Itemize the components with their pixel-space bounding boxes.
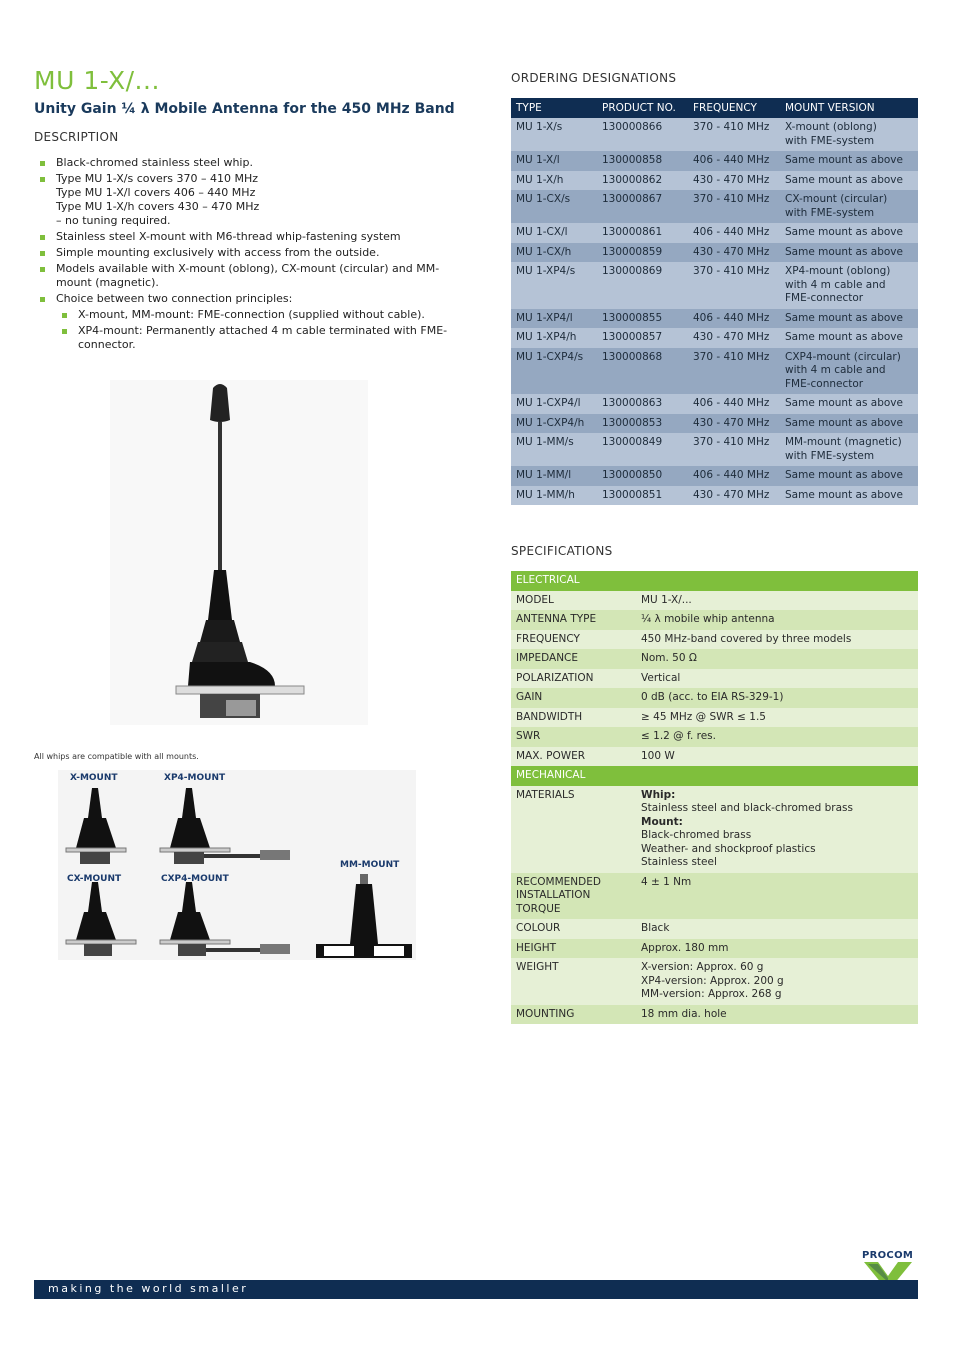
description-line: connector. [78,338,136,351]
label-cxp4-mount: CXP4-MOUNT [161,874,229,884]
mounts-figure [58,770,416,960]
ordering-row [511,118,918,151]
spec-row [511,919,918,939]
cell-line: MM-mount (magnetic) [785,436,902,448]
ordering-cell: MU 1-XP4/l [511,309,597,329]
cell-line: with FME-system [785,134,875,147]
materials-mount-label: Mount: [641,815,683,828]
spec-key: GAIN [511,688,636,708]
ordering-cell: 406 - 440 MHz [688,223,780,243]
electrical-header-label: ELECTRICAL [511,571,918,591]
ordering-row [511,433,918,466]
ordering-cell: MU 1-CX/s [511,190,597,223]
ordering-cell: Same mount as above [780,171,918,191]
cell-line: with 4 m cable and [785,364,886,376]
procom-logo-text: PROCOM [862,1250,914,1261]
spec-row [511,688,918,708]
ordering-row [511,466,918,486]
spec-row [511,939,918,959]
specifications-heading: SPECIFICATIONS [511,544,613,558]
col-type: TYPE [511,98,597,118]
footer-tagline: making the world smaller [48,1282,249,1295]
ordering-cell: MU 1-XP4/h [511,328,597,348]
ordering-cell: MU 1-MM/h [511,486,597,506]
specifications-table [511,571,918,1024]
ordering-row [511,243,918,263]
spec-key: FREQUENCY [511,630,636,650]
spec-value: 0 dB (acc. to EIA RS-329-1) [636,688,918,708]
ordering-row [511,223,918,243]
materials-line: Stainless steel and black-chromed brass [641,802,853,814]
spec-key: MOUNTING [511,1005,636,1025]
description-item [38,172,448,228]
spec-key: WEIGHT [511,958,636,1005]
description-line: Type MU 1-X/l covers 406 – 440 MHz [56,186,256,199]
ordering-cell: 130000857 [597,328,688,348]
description-line: mount (magnetic). [56,276,159,289]
spec-row [511,958,918,1005]
col-frequency: FREQUENCY [688,98,780,118]
label-x-mount: X-MOUNT [70,773,118,783]
description-item [38,230,448,244]
mechanical-header [511,766,918,786]
description-line: Models available with X-mount (oblong), CX-mount (circular) and MM- [56,262,440,275]
spec-row [511,1005,918,1025]
spec-row [511,727,918,747]
cell-line: with FME-system [785,206,875,219]
description-subitem [56,308,448,322]
ordering-cell: 130000850 [597,466,688,486]
ordering-cell: 406 - 440 MHz [688,309,780,329]
ordering-cell: 430 - 470 MHz [688,328,780,348]
cell-line: MM-version: Approx. 268 g [641,988,782,1000]
materials-line: Weather- and shockproof plastics [641,842,816,855]
cell-line: X-mount (oblong) [785,121,877,133]
ordering-cell [780,262,918,309]
ordering-cell: 130000867 [597,190,688,223]
ordering-cell: 130000858 [597,151,688,171]
spec-key: BANDWIDTH [511,708,636,728]
ordering-cell: MU 1-X/h [511,171,597,191]
ordering-cell: 130000866 [597,118,688,151]
ordering-cell: 130000855 [597,309,688,329]
electrical-header [511,571,918,591]
materials-line: Stainless steel [641,856,717,868]
ordering-cell: MU 1-X/l [511,151,597,171]
cell-line: XP4-version: Approx. 200 g [641,974,784,987]
ordering-cell: Same mount as above [780,151,918,171]
spec-row [511,669,918,689]
ordering-cell: 430 - 470 MHz [688,171,780,191]
ordering-cell: Same mount as above [780,414,918,434]
ordering-cell: 430 - 470 MHz [688,243,780,263]
cell-line: CX-mount (circular) [785,193,888,205]
description-line: Black-chromed stainless steel whip. [56,156,253,169]
spec-row-materials [511,786,918,873]
description-line: Type MU 1-X/h covers 430 – 470 MHz [56,200,260,213]
spec-row [511,747,918,767]
ordering-cell: 430 - 470 MHz [688,486,780,506]
ordering-cell: 130000853 [597,414,688,434]
ordering-cell [780,433,918,466]
ordering-cell: MU 1-X/s [511,118,597,151]
ordering-cell: MU 1-MM/s [511,433,597,466]
mechanical-header-label: MECHANICAL [511,766,918,786]
cell-line: FME-connector [785,292,864,304]
ordering-cell: 130000869 [597,262,688,309]
ordering-cell: 406 - 440 MHz [688,151,780,171]
page-subtitle: Unity Gain ¼ λ Mobile Antenna for the 450 MHz Band [34,101,455,117]
ordering-cell: 130000862 [597,171,688,191]
cell-line: CXP4-mount (circular) [785,350,901,363]
spec-value: ¼ λ mobile whip antenna [636,610,918,630]
materials-line: Black-chromed brass [641,829,752,841]
description-item [38,246,448,260]
cell-line: FME-connector [785,377,864,390]
ordering-cell [780,190,918,223]
ordering-row [511,394,918,414]
label-cx-mount: CX-MOUNT [67,874,122,884]
mounts-caption: All whips are compatible with all mounts. [34,752,199,761]
spec-key: IMPEDANCE [511,649,636,669]
description-heading: DESCRIPTION [34,130,119,144]
ordering-row [511,190,918,223]
ordering-cell: 370 - 410 MHz [688,262,780,309]
ordering-cell: MU 1-MM/l [511,466,597,486]
spec-value: Nom. 50 Ω [636,649,918,669]
ordering-cell: Same mount as above [780,486,918,506]
ordering-cell: MU 1-CXP4/h [511,414,597,434]
description-subitem [56,324,448,352]
spec-value: 450 MHz-band covered by three models [636,630,918,650]
spec-value: 100 W [636,747,918,767]
description-list [38,156,448,354]
ordering-cell: 130000868 [597,348,688,395]
spec-value: 4 ± 1 Nm [636,873,918,920]
ordering-row [511,348,918,395]
description-line: X-mount, MM-mount: FME-connection (supplied without cable). [78,308,425,321]
ordering-cell: MU 1-CX/h [511,243,597,263]
spec-row [511,591,918,611]
page-title: MU 1-X/... [34,66,160,95]
cell-line: INSTALLATION [516,889,591,901]
ordering-cell: 130000859 [597,243,688,263]
spec-value: MU 1-X/... [636,591,918,611]
description-line: Choice between two connection principles: [56,292,293,305]
description-item [38,292,448,352]
cell-line: X-version: Approx. 60 g [641,961,764,973]
ordering-cell: 130000851 [597,486,688,506]
ordering-cell: Same mount as above [780,328,918,348]
ordering-table [511,98,918,505]
ordering-cell: 430 - 470 MHz [688,414,780,434]
ordering-cell: MU 1-CXP4/s [511,348,597,395]
description-item [38,262,448,290]
ordering-cell: Same mount as above [780,466,918,486]
spec-value: ≤ 1.2 @ f. res. [636,727,918,747]
spec-key [511,873,636,920]
description-item [38,156,448,170]
description-line: Type MU 1-X/s covers 370 – 410 MHz [56,172,259,185]
spec-value: Vertical [636,669,918,689]
ordering-cell: MU 1-CX/l [511,223,597,243]
description-line: Stainless steel X-mount with M6-thread whip-fastening system [56,230,401,243]
spec-key: POLARIZATION [511,669,636,689]
ordering-cell: 130000849 [597,433,688,466]
ordering-heading: ORDERING DESIGNATIONS [511,71,677,85]
spec-row [511,873,918,920]
cell-line: with FME-system [785,449,875,462]
spec-key: MODEL [511,591,636,611]
cell-line: with 4 m cable and [785,278,886,291]
ordering-cell: 370 - 410 MHz [688,190,780,223]
description-line: – no tuning required. [56,214,171,227]
col-mount-version: MOUNT VERSION [780,98,918,118]
ordering-cell: MU 1-CXP4/l [511,394,597,414]
ordering-row [511,171,918,191]
spec-key: HEIGHT [511,939,636,959]
ordering-row [511,328,918,348]
spec-key: ANTENNA TYPE [511,610,636,630]
label-xp4-mount: XP4-MOUNT [164,773,226,783]
cell-line: XP4-mount (oblong) [785,265,891,277]
spec-row [511,708,918,728]
ordering-row [511,151,918,171]
description-sublist [56,308,448,352]
spec-key: MATERIALS [511,786,636,873]
spec-row [511,630,918,650]
spec-row [511,649,918,669]
ordering-cell [780,118,918,151]
ordering-cell [780,348,918,395]
col-product-no: PRODUCT NO. [597,98,688,118]
ordering-row [511,309,918,329]
ordering-cell: 406 - 440 MHz [688,466,780,486]
ordering-row [511,262,918,309]
ordering-cell: Same mount as above [780,223,918,243]
ordering-cell: Same mount as above [780,243,918,263]
spec-key: MAX. POWER [511,747,636,767]
spec-value: Black [636,919,918,939]
spec-key: COLOUR [511,919,636,939]
ordering-cell: 370 - 410 MHz [688,433,780,466]
spec-row [511,610,918,630]
ordering-cell: 130000861 [597,223,688,243]
antenna-photo [110,380,368,725]
ordering-cell: Same mount as above [780,309,918,329]
ordering-cell: 130000863 [597,394,688,414]
ordering-cell: MU 1-XP4/s [511,262,597,309]
ordering-cell: Same mount as above [780,394,918,414]
spec-key: SWR [511,727,636,747]
ordering-row [511,486,918,506]
ordering-cell: 370 - 410 MHz [688,118,780,151]
ordering-row [511,414,918,434]
label-mm-mount: MM-MOUNT [340,860,400,870]
spec-value: ≥ 45 MHz @ SWR ≤ 1.5 [636,708,918,728]
description-line: XP4-mount: Permanently attached 4 m cable terminated with FME- [78,324,448,337]
spec-value: 18 mm dia. hole [636,1005,918,1025]
ordering-header-row [511,98,918,118]
materials-whip-label: Whip: [641,788,676,801]
footer-bar [34,1280,918,1299]
ordering-cell: 370 - 410 MHz [688,348,780,395]
cell-line: RECOMMENDED [516,875,601,888]
cell-line: TORQUE [516,902,561,915]
ordering-cell: 406 - 440 MHz [688,394,780,414]
spec-value [636,786,918,873]
spec-value: Approx. 180 mm [636,939,918,959]
description-line: Simple mounting exclusively with access from the outside. [56,246,380,259]
spec-value [636,958,918,1005]
